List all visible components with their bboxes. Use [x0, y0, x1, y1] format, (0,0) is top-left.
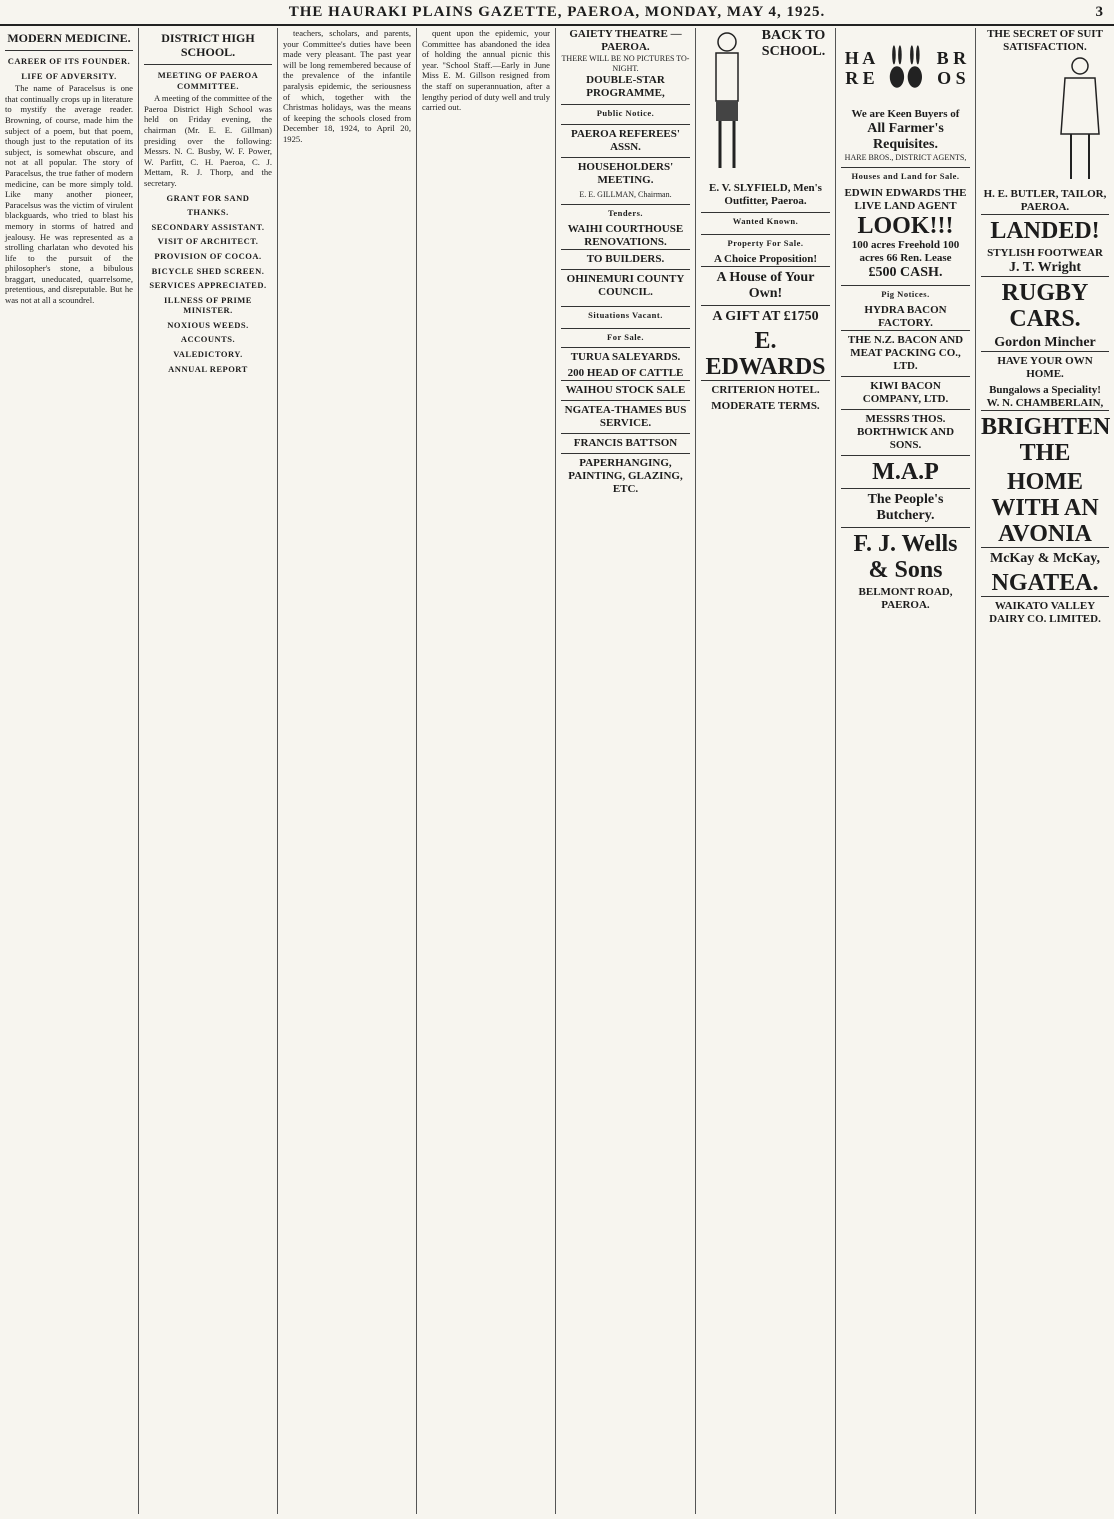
section-heading: VISIT OF ARCHITECT. — [157, 236, 259, 247]
column-district-high-school — [139, 28, 278, 1514]
back-to-school-heading: BACK TO SCHOOL. — [761, 28, 826, 59]
section-heading: ILLNESS OF PRIME MINISTER. — [164, 294, 252, 316]
criterion-hotel-heading: CRITERION HOTEL. — [701, 380, 830, 400]
column-adverts-3 — [976, 28, 1114, 1514]
article-subhead: MEETING OF PAEROA COMMITTEE. — [157, 70, 259, 91]
mincher-name: Gordon Mincher — [994, 335, 1096, 350]
kiwi-bacon: KIWI BACON COMPANY, LTD. — [841, 376, 970, 409]
article-paragraph: The name of Paracelsus is one that continually crops up in literature to mystify the average reader. Browning, of course, made him the subject of a poem, but that poem, though just to the reputation of its subject, is somewhat obscure, and not at all popular. The story of Paracelsus, the true father of modern medicine, can be more simply told. Like many another pioneer, Paracelsus was the victim of virulent blackguards, who tried to blast his memory in storms of hatred and jealousy. He was represented as a strolling charlatan who devoted his life to the pursuit of the philosopher's stone, a bibulous braggart, uneducated, quarrelsome, pretentious, and disreputable. But he was not at all a scoundrel. — [5, 83, 133, 306]
battson-heading: FRANCIS BATTSON — [561, 433, 690, 453]
acres-heading: 100 acres Freehold 100 acres 66 Ren. Lease — [851, 238, 960, 264]
hare-letters: H A R E — [844, 48, 876, 88]
chamberlain-name: W. N. CHAMBERLAIN, — [986, 397, 1104, 409]
gaiety-theatre-heading: GAIETY THEATRE — PAEROA. — [569, 28, 682, 53]
hare-bros-logo — [841, 28, 970, 108]
edwin-edwards: EDWIN EDWARDS THE LIVE LAND AGENT — [844, 186, 967, 212]
tenders-heading: Tenders. — [561, 204, 690, 222]
paperhanging-heading: PAPERHANGING, PAINTING, GLAZING, ETC. — [561, 453, 690, 499]
column-report-continued — [278, 28, 417, 1514]
masthead-title: THE HAURAKI PLAINS GAZETTE, PAEROA, MONDAY, MAY 4, 1925. — [288, 3, 826, 20]
moderate-terms: MODERATE TERMS. — [711, 400, 820, 413]
article-headline: DISTRICT HIGH SCHOOL. — [161, 31, 255, 59]
section-heading: ACCOUNTS. — [180, 334, 236, 345]
county-council-heading: OHINEMURI COUNTY COUNCIL. — [561, 269, 690, 302]
mckay-name: McKay & McKay, — [981, 547, 1109, 570]
nz-bacon: THE N.Z. BACON AND MEAT PACKING CO., LTD. — [841, 330, 970, 376]
for-sale-heading: For Sale. — [561, 328, 690, 346]
courthouse-heading: WAIHI COURTHOUSE RENOVATIONS. — [567, 223, 684, 249]
section-heading: GRANT FOR SAND — [166, 192, 250, 203]
section-heading: PROVISION OF COCOA. — [154, 250, 262, 261]
bungalows-heading: Bungalows a Speciality! — [989, 384, 1101, 396]
hare-agents: HARE BROS., DISTRICT AGENTS, — [844, 153, 967, 162]
column-report-continued-2 — [417, 28, 556, 1514]
edwards-name: E. EDWARDS — [705, 328, 826, 381]
article-subhead-2: LIFE OF ADVERSITY. — [21, 70, 117, 81]
bros-letters: B R O S — [936, 48, 967, 88]
keen-buyers: We are Keen Buyers of — [851, 108, 960, 120]
house-of-your-own: A House of Your Own! — [701, 266, 830, 305]
ngatea-heading: NGATEA. — [991, 570, 1099, 596]
avonia-heading: WITH AN AVONIA — [991, 495, 1099, 547]
waikato-dairy: WAIKATO VALLEY DAIRY CO. LIMITED. — [981, 596, 1109, 629]
turua-saleyards-heading: TURUA SALEYARDS. — [561, 347, 690, 367]
section-heading: THANKS. — [187, 207, 229, 218]
bus-service-heading: NGATEA-THAMES BUS SERVICE. — [561, 400, 690, 433]
farmers-requisites: All Farmer's Requisites. — [867, 121, 944, 152]
butler-tailor: H. E. BUTLER, TAILOR, PAEROA. — [983, 188, 1107, 213]
section-heading: SECONDARY ASSISTANT. — [151, 221, 265, 232]
masthead — [0, 0, 1114, 26]
column-adverts — [696, 28, 836, 1514]
section-heading: BICYCLE SHED SCREEN. — [151, 265, 265, 276]
section-heading: NOXIOUS WEEDS. — [167, 319, 249, 330]
suit-satisfaction-heading: THE SECRET OF SUIT SATISFACTION. — [987, 28, 1103, 53]
divider — [5, 50, 133, 51]
schoolboy-illustration — [701, 28, 753, 178]
chairman-signature: E. E. GILLMAN, Chairman. — [579, 189, 672, 199]
waihou-stock-sale-heading: WAIHOU STOCK SALE — [561, 380, 690, 400]
column-adverts-2 — [836, 28, 976, 1514]
section-heading: ANNUAL REPORT — [168, 363, 248, 374]
peoples-butchery: The People's Butchery. — [841, 488, 970, 527]
brighten-heading: BRIGHTEN THE — [981, 410, 1109, 469]
article-paragraph: A meeting of the committee of the Paeroa District High School was held on Friday evening, the chairman (Mr. E. E. Gillman) presiding over the following: Messrs. N. C. Busby, W. F. Power, W. Parfitt, C. H. Paeroa, C. J. Mettam, R. J. Thorp, and the secretary. — [144, 93, 272, 188]
slyfield-name: E. V. SLYFIELD, Men's Outfitter, Paeroa. — [709, 182, 822, 207]
cattle-heading: 200 HEAD OF CATTLE — [567, 367, 684, 380]
article-subhead: CAREER OF ITS FOUNDER. — [7, 56, 131, 66]
pig-notices-heading: Pig Notices. — [841, 285, 970, 303]
article-paragraph: teachers, scholars, and parents, your Committee's duties have been made very pleasant. The past year will be long remembered because of the prevalence of the infantile paralysis epidemic, the seriousness of which, together with the Christmas holidays, was the means of keeping the schools closed from December 18, 1924, to April 20, 1925. — [283, 28, 411, 144]
houses-heading: Houses and Land for Sale. — [841, 167, 970, 185]
section-heading: VALEDICTORY. — [173, 349, 243, 360]
gift-price: A GIFT AT £1750 — [701, 305, 830, 328]
map-heading: M.A.P — [841, 455, 970, 488]
public-notice-heading: Public Notice. — [561, 104, 690, 122]
choice-proposition: A Choice Proposition! — [713, 253, 818, 266]
builders-heading: TO BUILDERS. — [561, 249, 690, 269]
cash-heading: £500 CASH. — [868, 264, 943, 280]
double-star-programme: DOUBLE-STAR PROGRAMME, — [586, 74, 665, 99]
section-heading: SERVICES APPRECIATED. — [149, 280, 267, 291]
borthwick: MESSRS THOS. BORTHWICK AND SONS. — [841, 409, 970, 455]
page-number: 3 — [1095, 3, 1104, 20]
hare-icon — [885, 28, 927, 108]
wells-sons: F. J. Wells & Sons — [841, 527, 970, 586]
column-classifieds — [556, 28, 696, 1514]
rugby-cars-heading: RUGBY CARS. — [981, 276, 1109, 335]
referees-heading: PAEROA REFEREES' ASSN. — [561, 124, 690, 157]
home-heading: HOME — [1007, 469, 1083, 495]
householders-heading: HOUSEHOLDERS' MEETING. — [561, 157, 690, 190]
divider — [144, 64, 272, 65]
wanted-known-heading: Wanted Known. — [701, 212, 830, 230]
situations-heading: Situations Vacant. — [561, 306, 690, 324]
look-heading: LOOK!!! — [857, 212, 954, 239]
column-modern-medicine — [0, 28, 139, 1514]
no-pictures-notice: THERE WILL BE NO PICTURES TO-NIGHT. — [561, 54, 690, 73]
own-home-heading: HAVE YOUR OWN HOME. — [981, 351, 1109, 384]
tailor-suit-illustration — [1051, 54, 1109, 184]
stylish-footwear: STYLISH FOOTWEAR — [987, 247, 1103, 259]
wright-name: J. T. Wright — [1008, 260, 1082, 275]
landed-heading: LANDED! — [981, 214, 1109, 247]
hydra-bacon: HYDRA BACON FACTORY. — [864, 304, 947, 330]
article-headline: MODERN MEDICINE. — [7, 31, 131, 45]
property-heading: Property For Sale. — [701, 234, 830, 252]
article-paragraph: quent upon the epidemic, your Committee has abandoned the idea of holding the annual picnic this year. "School Staff.—Early in June Miss E. M. Gillson resigned from the staff on superannuation, after a lengthy period of duty well and truly carried out. — [422, 28, 550, 113]
wells-address: BELMONT ROAD, PAEROA. — [858, 586, 953, 612]
